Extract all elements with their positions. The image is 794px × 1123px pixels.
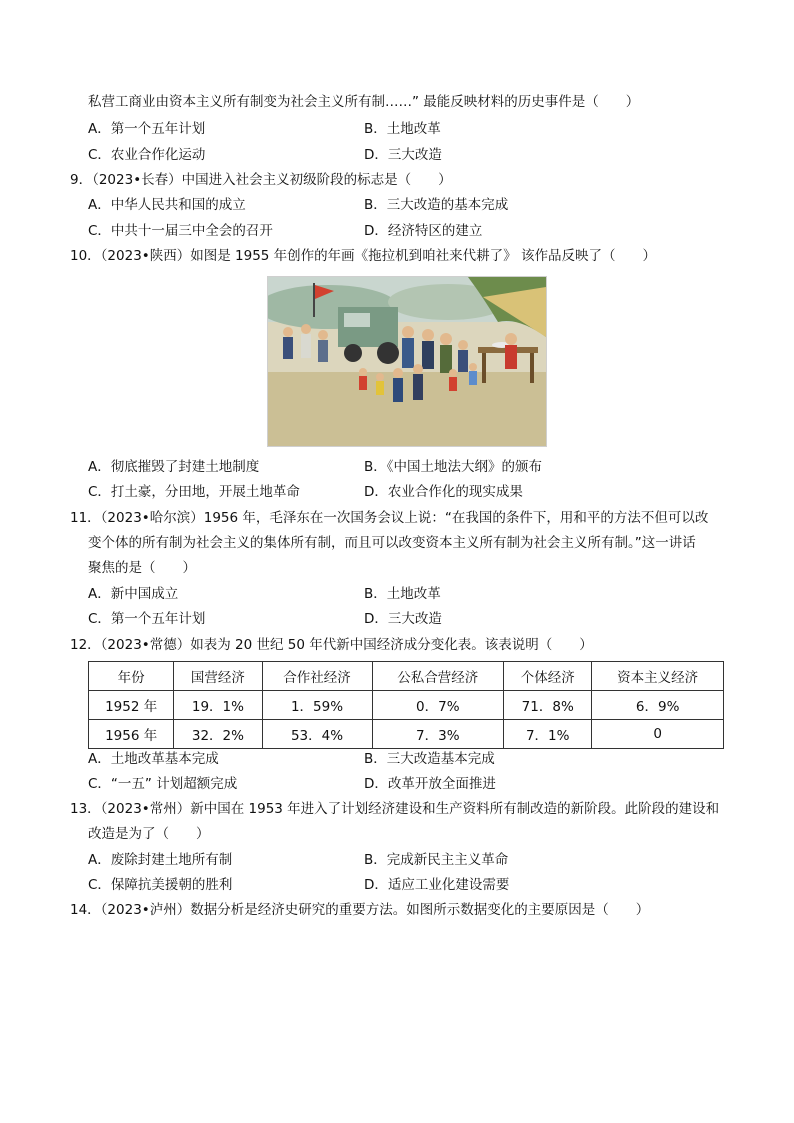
- q8-stem-continued: 私营工商业由资本主义所有制变为社会主义所有制……” 最能反映材料的历史事件是（ ）: [88, 94, 640, 110]
- q10-stem: 10．（2023•陕西）如图是 1955 年创作的年画《拖拉机到咱社来代耕了》 该作品反映了（ ）: [70, 248, 656, 264]
- q11-stem-line2: 变个体的所有制为社会主义的集体所有制，而且可以改变资本主义所有制为社会主义所有制。”这一讲话: [88, 535, 696, 551]
- table-header-cell: 合作社经济: [262, 662, 372, 691]
- q14-stem: 14．（2023•泸州）数据分析是经济史研究的重要方法。如图所示数据变化的主要原因是（ ）: [70, 902, 650, 918]
- table-cell: 32．2%: [174, 720, 262, 749]
- q10-option-b[interactable]: B．《中国土地法大纲》的颁布: [364, 459, 543, 475]
- table-cell: 6．9%: [592, 691, 724, 720]
- table-cell: 7．1%: [504, 720, 592, 749]
- table-cell: 0: [592, 720, 724, 749]
- q11-stem-line3: 聚焦的是（ ）: [88, 560, 196, 576]
- table-cell: 1956 年: [89, 720, 174, 749]
- q9-option-b[interactable]: B．三大改造的基本完成: [364, 197, 509, 213]
- q8-option-c[interactable]: C．农业合作化运动: [88, 147, 206, 163]
- table-cell: 7．3%: [372, 720, 504, 749]
- q9-stem: 9．（2023•长春）中国进入社会主义初级阶段的标志是（ ）: [70, 172, 452, 188]
- q8-option-b[interactable]: B．土地改革: [364, 121, 441, 137]
- q12-option-b[interactable]: B．三大改造基本完成: [364, 751, 495, 767]
- table-header-row: [89, 662, 724, 691]
- table-header-cell: 国营经济: [174, 662, 262, 691]
- q13-option-c[interactable]: C．保障抗美援朝的胜利: [88, 877, 233, 893]
- table-header-cell: 个体经济: [504, 662, 592, 691]
- q11-option-a[interactable]: A．新中国成立: [88, 586, 179, 602]
- q12-stem: 12．（2023•常德）如表为 20 世纪 50 年代新中国经济成分变化表。该表说明（ ）: [70, 637, 593, 653]
- q8-option-a[interactable]: A．第一个五年计划: [88, 121, 206, 137]
- table-cell: 53．4%: [262, 720, 372, 749]
- table-row: [89, 691, 724, 720]
- q12-option-a[interactable]: A．土地改革基本完成: [88, 751, 219, 767]
- q11-option-d[interactable]: D．三大改造: [364, 611, 442, 627]
- q10-option-c[interactable]: C．打土豪，分田地，开展土地革命: [88, 484, 300, 500]
- table-cell: 71．8%: [504, 691, 592, 720]
- q13-option-d[interactable]: D．适应工业化建设需要: [364, 877, 510, 893]
- q13-stem-line2: 改造是为了（ ）: [88, 826, 210, 842]
- table-header-cell: 年份: [89, 662, 174, 691]
- q12-option-c[interactable]: C．“一五” 计划超额完成: [88, 776, 238, 792]
- q9-option-c[interactable]: C．中共十一届三中全会的召开: [88, 223, 273, 239]
- q10-option-a[interactable]: A．彻底摧毁了封建土地制度: [88, 459, 260, 475]
- q11-stem-line1: 11．（2023•哈尔滨）1956 年，毛泽东在一次国务会议上说：“在我国的条件下，用和平的方法不但可以改: [70, 510, 709, 526]
- q9-option-a[interactable]: A．中华人民共和国的成立: [88, 197, 246, 213]
- table-cell: 19．1%: [174, 691, 262, 720]
- q10-option-d[interactable]: D．农业合作化的现实成果: [364, 484, 523, 500]
- q13-stem-line1: 13．（2023•常州）新中国在 1953 年进入了计划经济建设和生产资料所有制改造的新阶段。此阶段的建设和: [70, 801, 720, 817]
- table-cell: 1．59%: [262, 691, 372, 720]
- q11-option-b[interactable]: B．土地改革: [364, 586, 441, 602]
- q13-option-b[interactable]: B．完成新民主主义革命: [364, 852, 509, 868]
- table-row: [89, 720, 724, 749]
- q13-option-a[interactable]: A．废除封建土地所有制: [88, 852, 233, 868]
- q9-option-d[interactable]: D．经济特区的建立: [364, 223, 483, 239]
- table-header-cell: 公私合营经济: [372, 662, 504, 691]
- table-header-cell: 资本主义经济: [592, 662, 724, 691]
- q12-option-d[interactable]: D．改革开放全面推进: [364, 776, 496, 792]
- new-year-painting-image: [267, 276, 547, 447]
- table-cell: 1952 年: [89, 691, 174, 720]
- q8-option-d[interactable]: D．三大改造: [364, 147, 442, 163]
- table-cell: 0．7%: [372, 691, 504, 720]
- q11-option-c[interactable]: C．第一个五年计划: [88, 611, 206, 627]
- economy-composition-table: [88, 661, 724, 749]
